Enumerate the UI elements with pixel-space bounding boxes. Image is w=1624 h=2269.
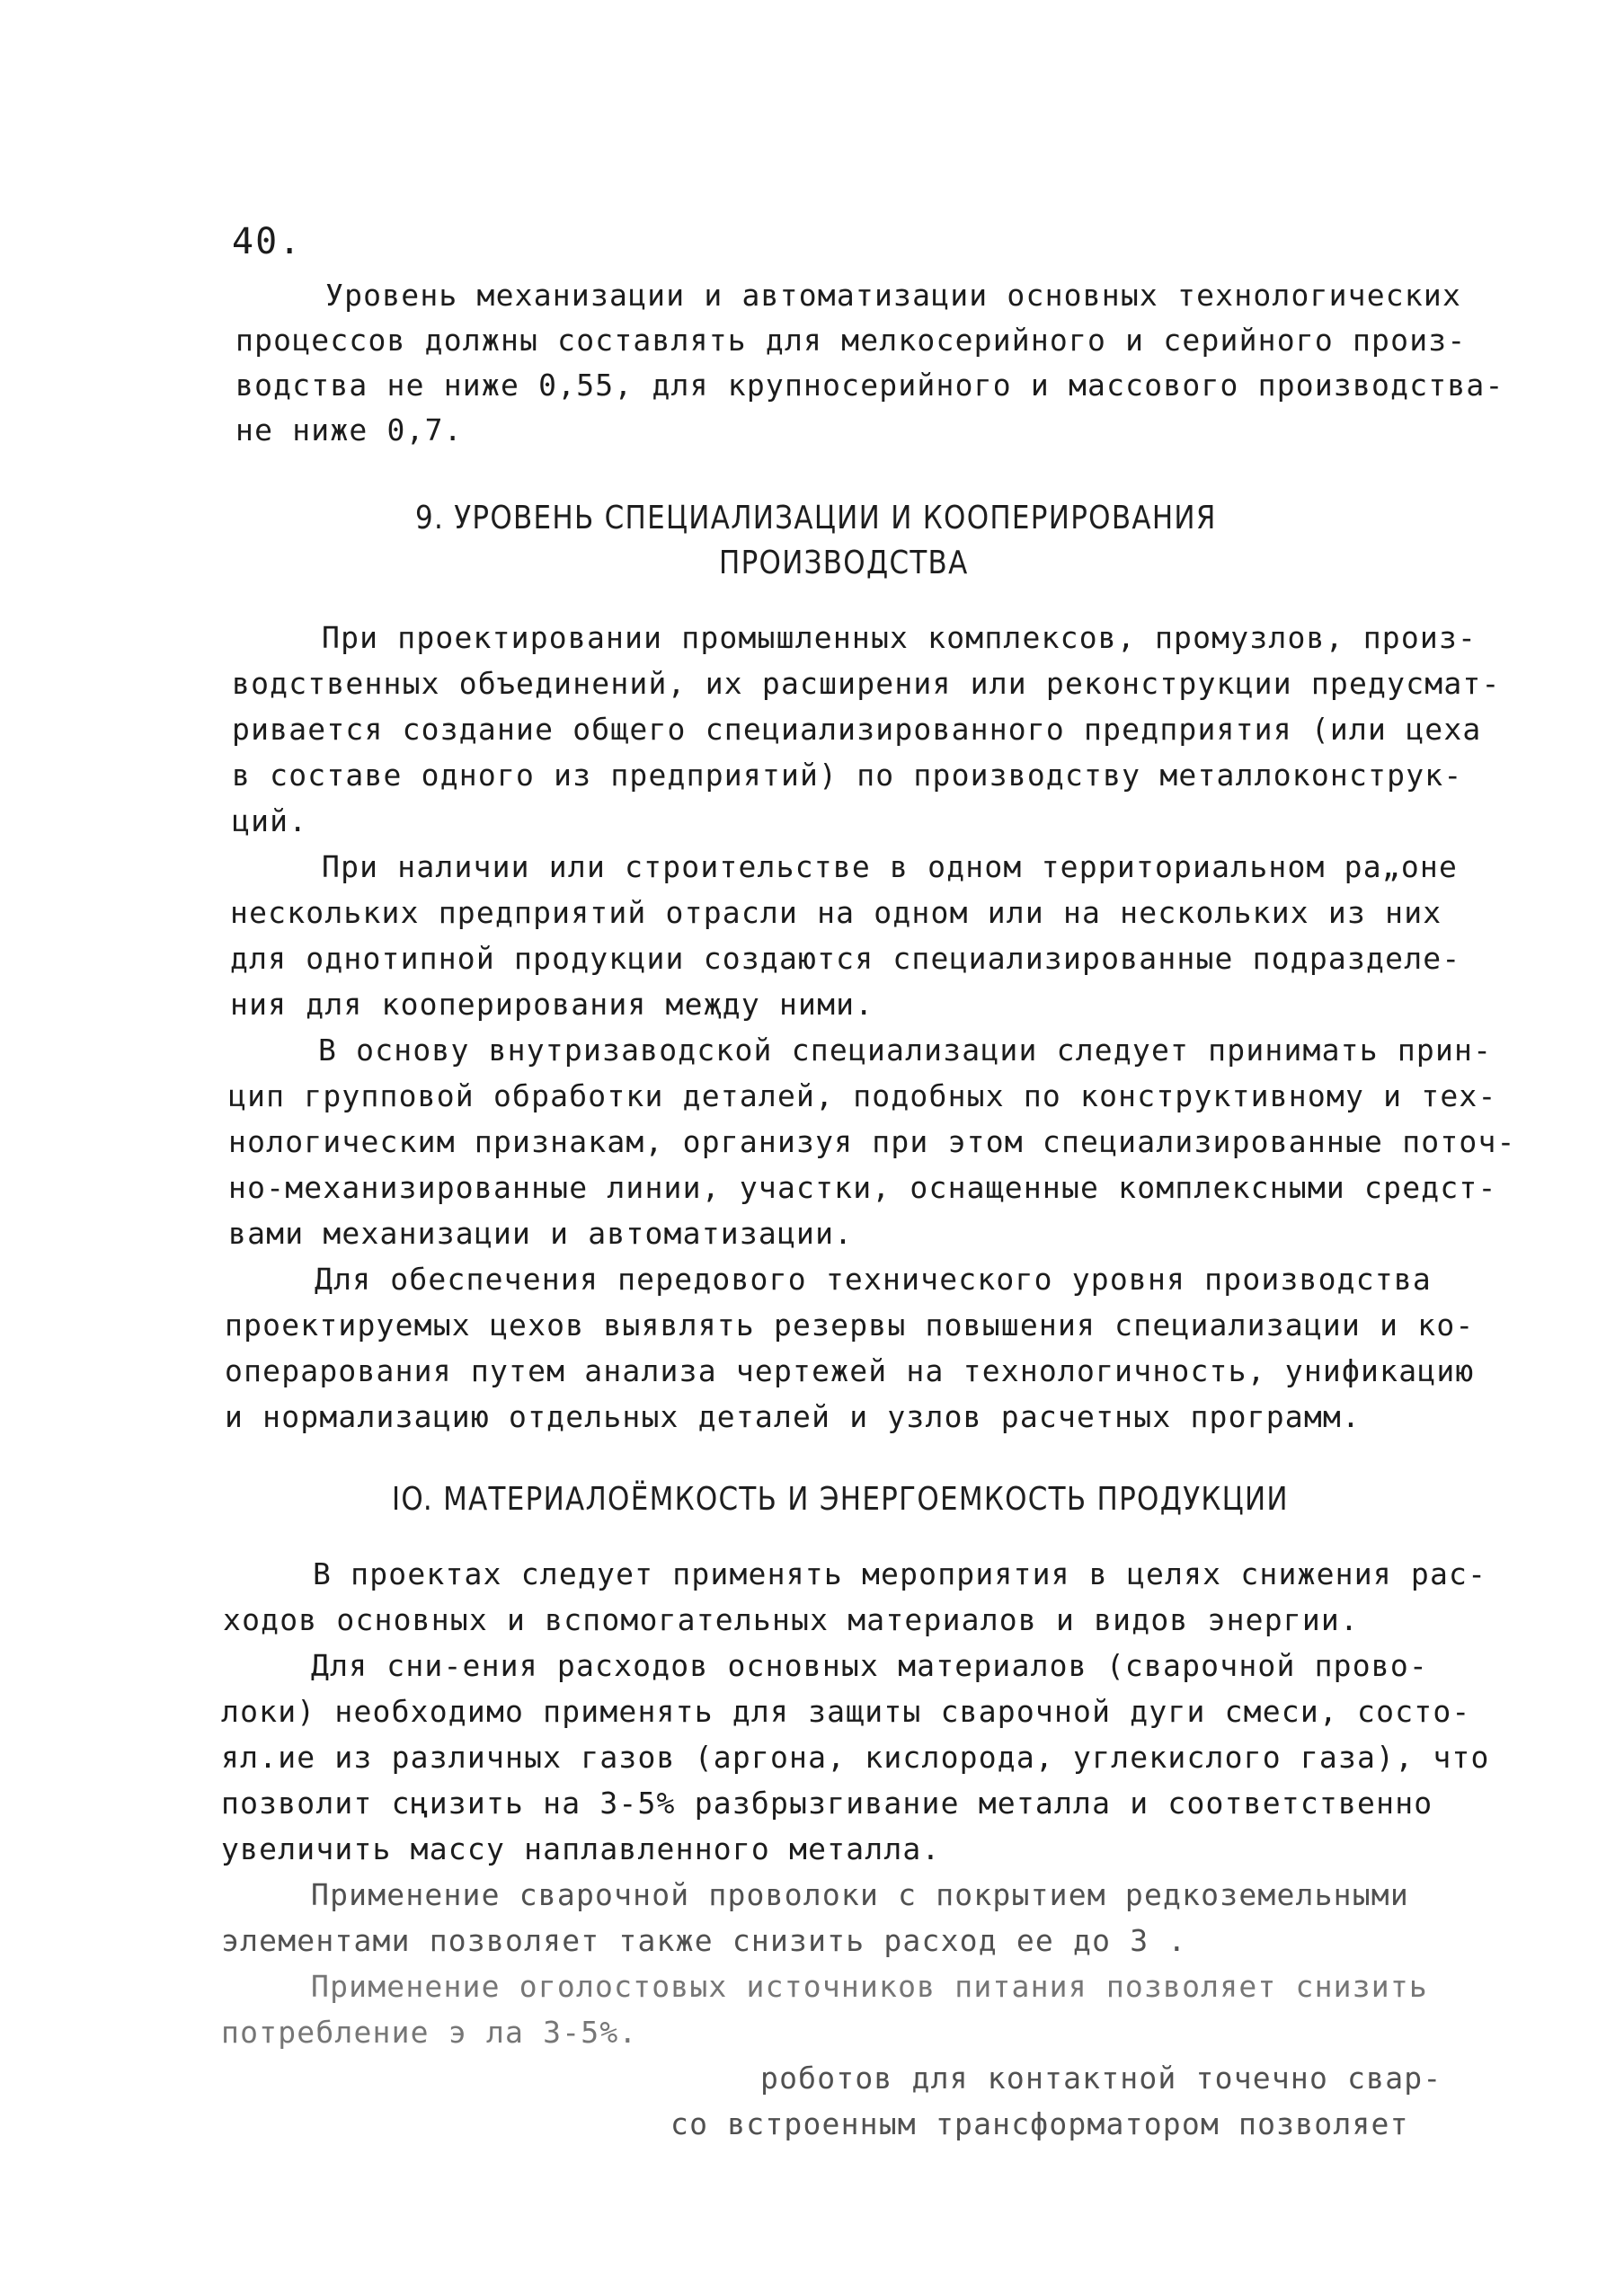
text-line: водства не ниже 0,55, для крупносерийного и массового производства- bbox=[235, 368, 1504, 403]
section-10-title: IO. МАТЕРИАЛОЁМКОСТЬ И ЭНЕРГОЕМКОСТЬ ПРОДУКЦИИ bbox=[392, 1481, 1289, 1518]
text-line: Для сни-ения расходов основных материалов (сварочной прово- bbox=[311, 1648, 1428, 1683]
section-9-title: 9. УРОВЕНЬ СПЕЦИАЛИЗАЦИИ И КООПЕРИРОВАНИЯ bbox=[415, 500, 1217, 536]
text-line: ял.ие из различных газов (аргона, кислорода, углекислого газа), что bbox=[221, 1740, 1490, 1775]
text-line: процессов должны составлять для мелкосерийного и серийного произ- bbox=[235, 323, 1467, 358]
text-line: вами механизации и автоматизации. bbox=[228, 1216, 854, 1251]
text-line: Применение оголостовых источников питания позволяет снизить bbox=[311, 1969, 1428, 2004]
text-line: Для обеспечения передового технического уровня производства bbox=[315, 1262, 1432, 1297]
text-line: увеличить массу наплавленного металла. bbox=[221, 1831, 941, 1866]
text-line: элементами позволяет также снизить расход ее до 3 . bbox=[221, 1923, 1187, 1958]
text-line: При наличии или строительстве в одном территориальном ра„оне bbox=[322, 849, 1459, 884]
text-line: нескольких предприятий отрасли на одном или на нескольких из них bbox=[230, 895, 1442, 930]
text-line: проектируемых цехов выявлять резервы повышения специализации и ко- bbox=[225, 1307, 1475, 1343]
text-line: ния для кооперирования меҗду ними. bbox=[230, 987, 874, 1022]
text-line: позволит сңизить на 3-5% разбрызгивание металла и соответственно bbox=[221, 1786, 1433, 1821]
text-line: операрования путем анализа чертежей на технологичность, унификацию bbox=[225, 1353, 1475, 1388]
text-line: Применение сварочной проволоки с покрытием редкоземельными bbox=[311, 1877, 1409, 1912]
text-line: роботов для контактной точечно свар- bbox=[760, 2061, 1442, 2096]
section-9-title-continued: ПРОИЗВОДСТВА bbox=[719, 545, 969, 581]
text-line: нологическим признакам, организуя при этом специализированные поточ- bbox=[228, 1124, 1516, 1159]
text-line: потребление э ла 3-5%. bbox=[221, 2015, 638, 2050]
text-line: и нормализацию отдельных деталей и узлов расчетных программ. bbox=[225, 1399, 1362, 1434]
page-number: 40. bbox=[232, 221, 303, 262]
text-line: ривается создание общего специализированного предприятия (или цеха bbox=[232, 712, 1482, 747]
text-line: ций. bbox=[232, 803, 308, 838]
text-line: в составе одного из предприятий) по производству металлоконструк- bbox=[232, 758, 1463, 793]
text-line: В проектах следует применять мероприятия в целях снижения рас- bbox=[313, 1556, 1487, 1591]
text-line: локи) необходимо применять для защиты сварочной дуги смеси, состо- bbox=[221, 1694, 1471, 1729]
text-line: но-механизированные линии, участки, оснащенные комплексными средст- bbox=[228, 1170, 1497, 1205]
text-line: водственных объединений, их расширения или реконструкции предусмат- bbox=[232, 666, 1501, 701]
text-line: для однотипной продукции создаются специализированные подразделе- bbox=[230, 941, 1461, 976]
text-line: ходов основных и вспомогательных материалов и видов энергии. bbox=[223, 1602, 1360, 1637]
text-line: со встроенным трансформатором позволяет bbox=[670, 2106, 1409, 2141]
text-line: Уровень механизации и автоматизации основных технологических bbox=[325, 278, 1462, 313]
text-line: В основу внутризаводской специализации следует принимать прин- bbox=[318, 1033, 1493, 1068]
text-line: При проектировании промышленных комплексов, промузлов, произ- bbox=[322, 620, 1478, 655]
text-line: цип групповой обработки деталей, подобных по конструктивному и тех- bbox=[228, 1078, 1497, 1113]
text-line: не ниже 0,7. bbox=[235, 412, 463, 448]
